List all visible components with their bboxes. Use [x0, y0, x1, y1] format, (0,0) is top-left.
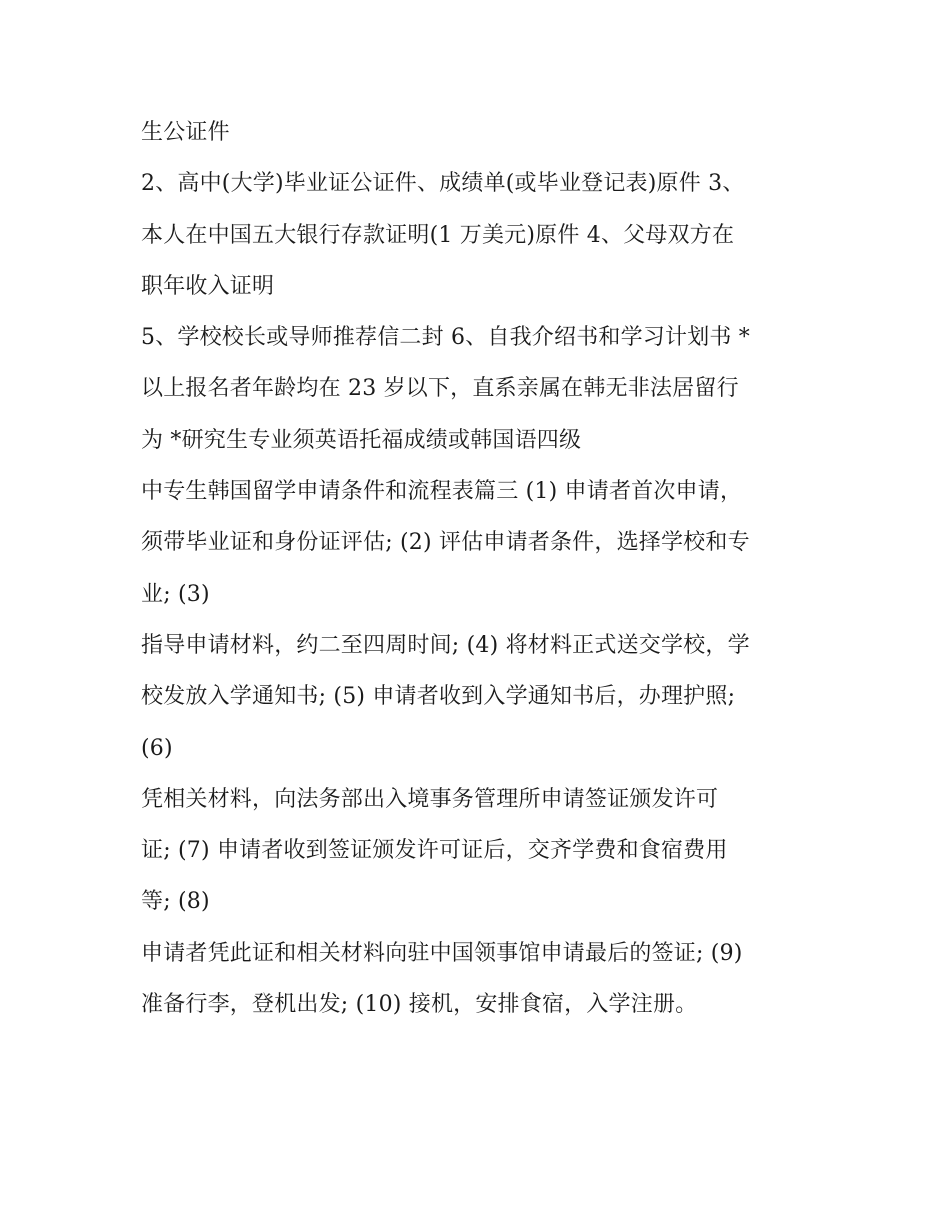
text-line: (6) [141, 735, 173, 761]
text-line: 须带毕业证和身份证评估; (2) 评估申请者条件，选择学校和专 [141, 530, 750, 556]
text-line: 等; (8) [141, 889, 210, 915]
text-line: 申请者凭此证和相关材料向驻中国领事馆申请最后的签证; (9) [141, 940, 743, 966]
document-body [141, 107, 831, 1030]
text-line: 本人在中国五大银行存款证明(1 万美元)原件 4、父母双方在 [141, 222, 735, 248]
text-line: 校发放入学通知书; (5) 申请者收到入学通知书后，办理护照; [141, 684, 736, 710]
text-line: 5、学校校长或导师推荐信二封 6、自我介绍书和学习计划书 * [141, 325, 750, 351]
text-line: 职年收入证明 [141, 273, 275, 299]
text-line: 2、高中(大学)毕业证公证件、成绩单(或毕业登记表)原件 3、 [141, 171, 745, 197]
text-line: 业; (3) [141, 581, 210, 607]
text-line: 准备行李，登机出发; (10) 接机，安排食宿，入学注册。 [141, 992, 698, 1018]
text-line: 中专生韩国留学申请条件和流程表篇三 (1) 申请者首次申请， [141, 479, 743, 505]
text-line: 指导申请材料，约二至四周时间; (4) 将材料正式送交学校，学 [141, 632, 750, 658]
text-line: 以上报名者年龄均在 23 岁以下，直系亲属在韩无非法居留行 [141, 376, 739, 402]
text-line: 为 *研究生专业须英语托福成绩或韩国语四级 [141, 427, 582, 453]
text-line: 凭相关材料，向法务部出入境事务管理所申请签证颁发许可 [141, 786, 719, 812]
text-line: 生公证件 [141, 120, 230, 145]
text-line: 证; (7) 申请者收到签证颁发许可证后，交齐学费和食宿费用 [141, 838, 728, 864]
